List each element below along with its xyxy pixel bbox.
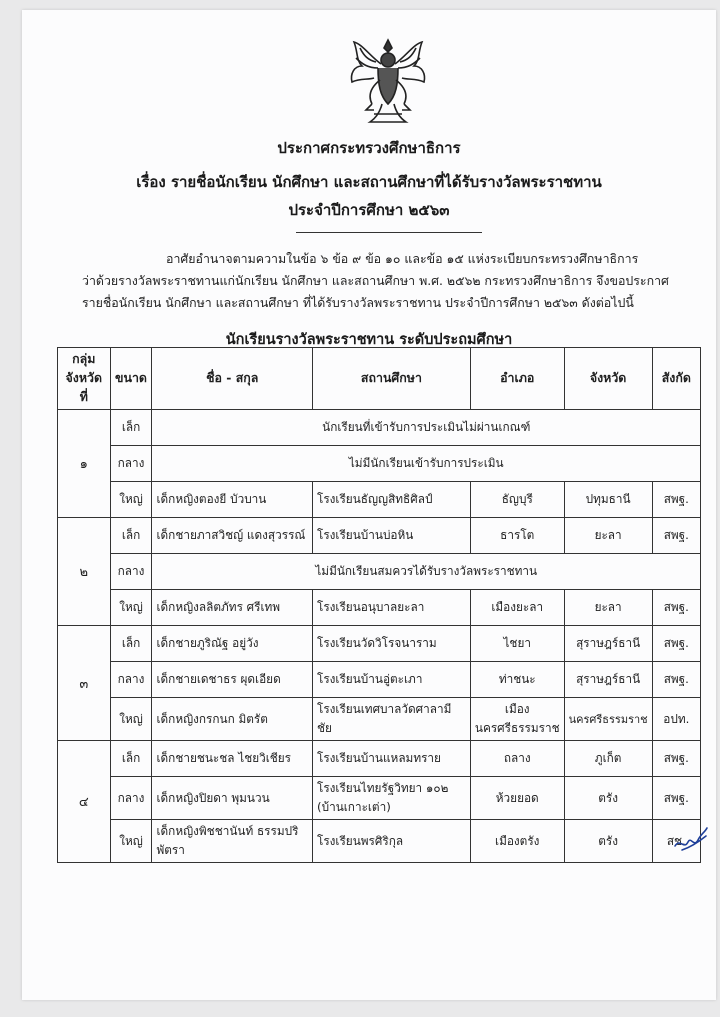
header-district: อำเภอ bbox=[470, 348, 564, 410]
affiliation-cell: สพฐ. bbox=[652, 626, 700, 662]
school-name: โรงเรียนบ้านบ่อหิน bbox=[312, 518, 470, 554]
district-cell: เมืองยะลา bbox=[470, 590, 564, 626]
student-name: เด็กชายเดชาธร ผุดเอียด bbox=[152, 662, 313, 698]
announcement-subject: เรื่อง รายชื่อนักเรียน นักศึกษา และสถานศึกษาที่ได้รับรางวัลพระราชทาน bbox=[136, 173, 602, 191]
student-name: เด็กหญิงปิยดา พุมนวน bbox=[152, 777, 313, 820]
province-cell: สุราษฎร์ธานี bbox=[564, 626, 652, 662]
intro-paragraph bbox=[82, 248, 682, 314]
size-cell: เล็ก bbox=[110, 410, 152, 446]
district-cell: ท่าชนะ bbox=[470, 662, 564, 698]
school-name: โรงเรียนบ้านแหลมทราย bbox=[312, 741, 470, 777]
merged-note: ไม่มีนักเรียนเข้ารับการประเมิน bbox=[152, 446, 701, 482]
table-row bbox=[58, 698, 701, 741]
student-name: เด็กหญิงกรกนก มิตรัต bbox=[152, 698, 313, 741]
province-cell: ภูเก็ต bbox=[564, 741, 652, 777]
district-cell: เมืองนครศรีธรรมราช bbox=[470, 698, 564, 741]
province-cell: ตรัง bbox=[564, 777, 652, 820]
province-cell: ตรัง bbox=[564, 820, 652, 863]
school-name: โรงเรียนอนุบาลยะลา bbox=[312, 590, 470, 626]
province-cell: ปทุมธานี bbox=[564, 482, 652, 518]
table-row bbox=[58, 662, 701, 698]
size-cell: เล็ก bbox=[110, 518, 152, 554]
table-header-row bbox=[58, 348, 701, 410]
student-name: เด็กหญิงตองยี บัวบาน bbox=[152, 482, 313, 518]
affiliation-cell: อปท. bbox=[652, 698, 700, 741]
province-cell: นครศรีธรรมราช bbox=[564, 698, 652, 741]
student-name: เด็กหญิงลลิตภัทร ศรีเทพ bbox=[152, 590, 313, 626]
student-name: เด็กชายภูริณัฐ อยู่วัง bbox=[152, 626, 313, 662]
group-number: ๒ bbox=[58, 518, 111, 626]
district-cell: ห้วยยอด bbox=[470, 777, 564, 820]
size-cell: กลาง bbox=[110, 777, 152, 820]
student-name: เด็กหญิงพิชชานันท์ ธรรมปริพัตรา bbox=[152, 820, 313, 863]
school-name: โรงเรียนบ้านอู่ตะเภา bbox=[312, 662, 470, 698]
announcement-title: ประกาศกระทรวงศึกษาธิการ bbox=[277, 139, 461, 157]
table-row bbox=[58, 777, 701, 820]
garuda-emblem-icon bbox=[340, 34, 436, 130]
affiliation-cell: สพฐ. bbox=[652, 482, 700, 518]
size-cell: ใหญ่ bbox=[110, 482, 152, 518]
section-title: นักเรียนรางวัลพระราชทาน ระดับประถมศึกษา bbox=[225, 332, 513, 348]
size-cell: กลาง bbox=[110, 446, 152, 482]
affiliation-cell: สพฐ. bbox=[652, 777, 700, 820]
district-cell: ธารโต bbox=[470, 518, 564, 554]
district-cell: ธัญบุรี bbox=[470, 482, 564, 518]
affiliation-cell: สพฐ. bbox=[652, 662, 700, 698]
intro-line: อาศัยอำนาจตามความในข้อ ๖ ข้อ ๙ ข้อ ๑๐ และข้อ ๑๕ แห่งระเบียบกระทรวงศึกษาธิการ bbox=[166, 251, 639, 266]
awards-table bbox=[57, 347, 701, 863]
school-name: โรงเรียนพรศิริกุล bbox=[312, 820, 470, 863]
table-row bbox=[58, 741, 701, 777]
table-row bbox=[58, 626, 701, 662]
school-name: โรงเรียนเทศบาลวัดศาลามีชัย bbox=[312, 698, 470, 741]
size-cell: ใหญ่ bbox=[110, 698, 152, 741]
group-number: ๓ bbox=[58, 626, 111, 741]
school-name: โรงเรียนธัญญสิทธิศิลป์ bbox=[312, 482, 470, 518]
size-cell: เล็ก bbox=[110, 626, 152, 662]
affiliation-cell: สพฐ. bbox=[652, 741, 700, 777]
group-number: ๑ bbox=[58, 410, 111, 518]
table-row bbox=[58, 482, 701, 518]
table-row bbox=[58, 518, 701, 554]
divider-line bbox=[296, 232, 482, 233]
header-name: ชื่อ - สกุล bbox=[152, 348, 313, 410]
province-cell: ยะลา bbox=[564, 518, 652, 554]
header-affiliation: สังกัด bbox=[652, 348, 700, 410]
size-cell: กลาง bbox=[110, 554, 152, 590]
size-cell: เล็ก bbox=[110, 741, 152, 777]
table-row bbox=[58, 410, 701, 446]
size-cell: กลาง bbox=[110, 662, 152, 698]
intro-line: รายชื่อนักเรียน นักศึกษา และสถานศึกษา ที่ได้รับรางวัลพระราชทาน ประจำปีการศึกษา ๒๕๖๓ ดังต่อไปนี้ bbox=[82, 295, 634, 310]
intro-line: ว่าด้วยรางวัลพระราชทานแก่นักเรียน นักศึกษา และสถานศึกษา พ.ศ. ๒๕๖๒ กระทรวงศึกษาธิการ จึงขอประกาศ bbox=[82, 273, 669, 288]
handwritten-signature bbox=[672, 824, 710, 856]
merged-note: ไม่มีนักเรียนสมควรได้รับรางวัลพระราชทาน bbox=[152, 554, 701, 590]
student-name: เด็กชายภาสวิชญ์ แดงสุวรรณ์ bbox=[152, 518, 313, 554]
district-cell: ไชยา bbox=[470, 626, 564, 662]
header-size: ขนาด bbox=[110, 348, 152, 410]
district-cell: เมืองตรัง bbox=[470, 820, 564, 863]
size-cell: ใหญ่ bbox=[110, 590, 152, 626]
affiliation-cell: สพฐ. bbox=[652, 590, 700, 626]
table-row bbox=[58, 820, 701, 863]
student-name: เด็กชายชนะชล ไชยวิเชียร bbox=[152, 741, 313, 777]
province-cell: สุราษฎร์ธานี bbox=[564, 662, 652, 698]
affiliation-cell: สช. bbox=[652, 820, 700, 863]
header-school: สถานศึกษา bbox=[312, 348, 470, 410]
header-group: กลุ่ม จังหวัดที่ bbox=[58, 348, 111, 410]
table-row bbox=[58, 554, 701, 590]
group-number: ๔ bbox=[58, 741, 111, 863]
province-cell: ยะลา bbox=[564, 590, 652, 626]
affiliation-cell: สพฐ. bbox=[652, 518, 700, 554]
size-cell: ใหญ่ bbox=[110, 820, 152, 863]
district-cell: ถลาง bbox=[470, 741, 564, 777]
school-name: โรงเรียนไทยรัฐวิทยา ๑๐๒ (บ้านเกาะเต่า) bbox=[312, 777, 470, 820]
school-name: โรงเรียนวัดวิโรจนาราม bbox=[312, 626, 470, 662]
table-row bbox=[58, 446, 701, 482]
table-row bbox=[58, 590, 701, 626]
announcement-year: ประจำปีการศึกษา ๒๕๖๓ bbox=[288, 201, 450, 219]
header-province: จังหวัด bbox=[564, 348, 652, 410]
merged-note: นักเรียนที่เข้ารับการประเมินไม่ผ่านเกณฑ์ bbox=[152, 410, 701, 446]
